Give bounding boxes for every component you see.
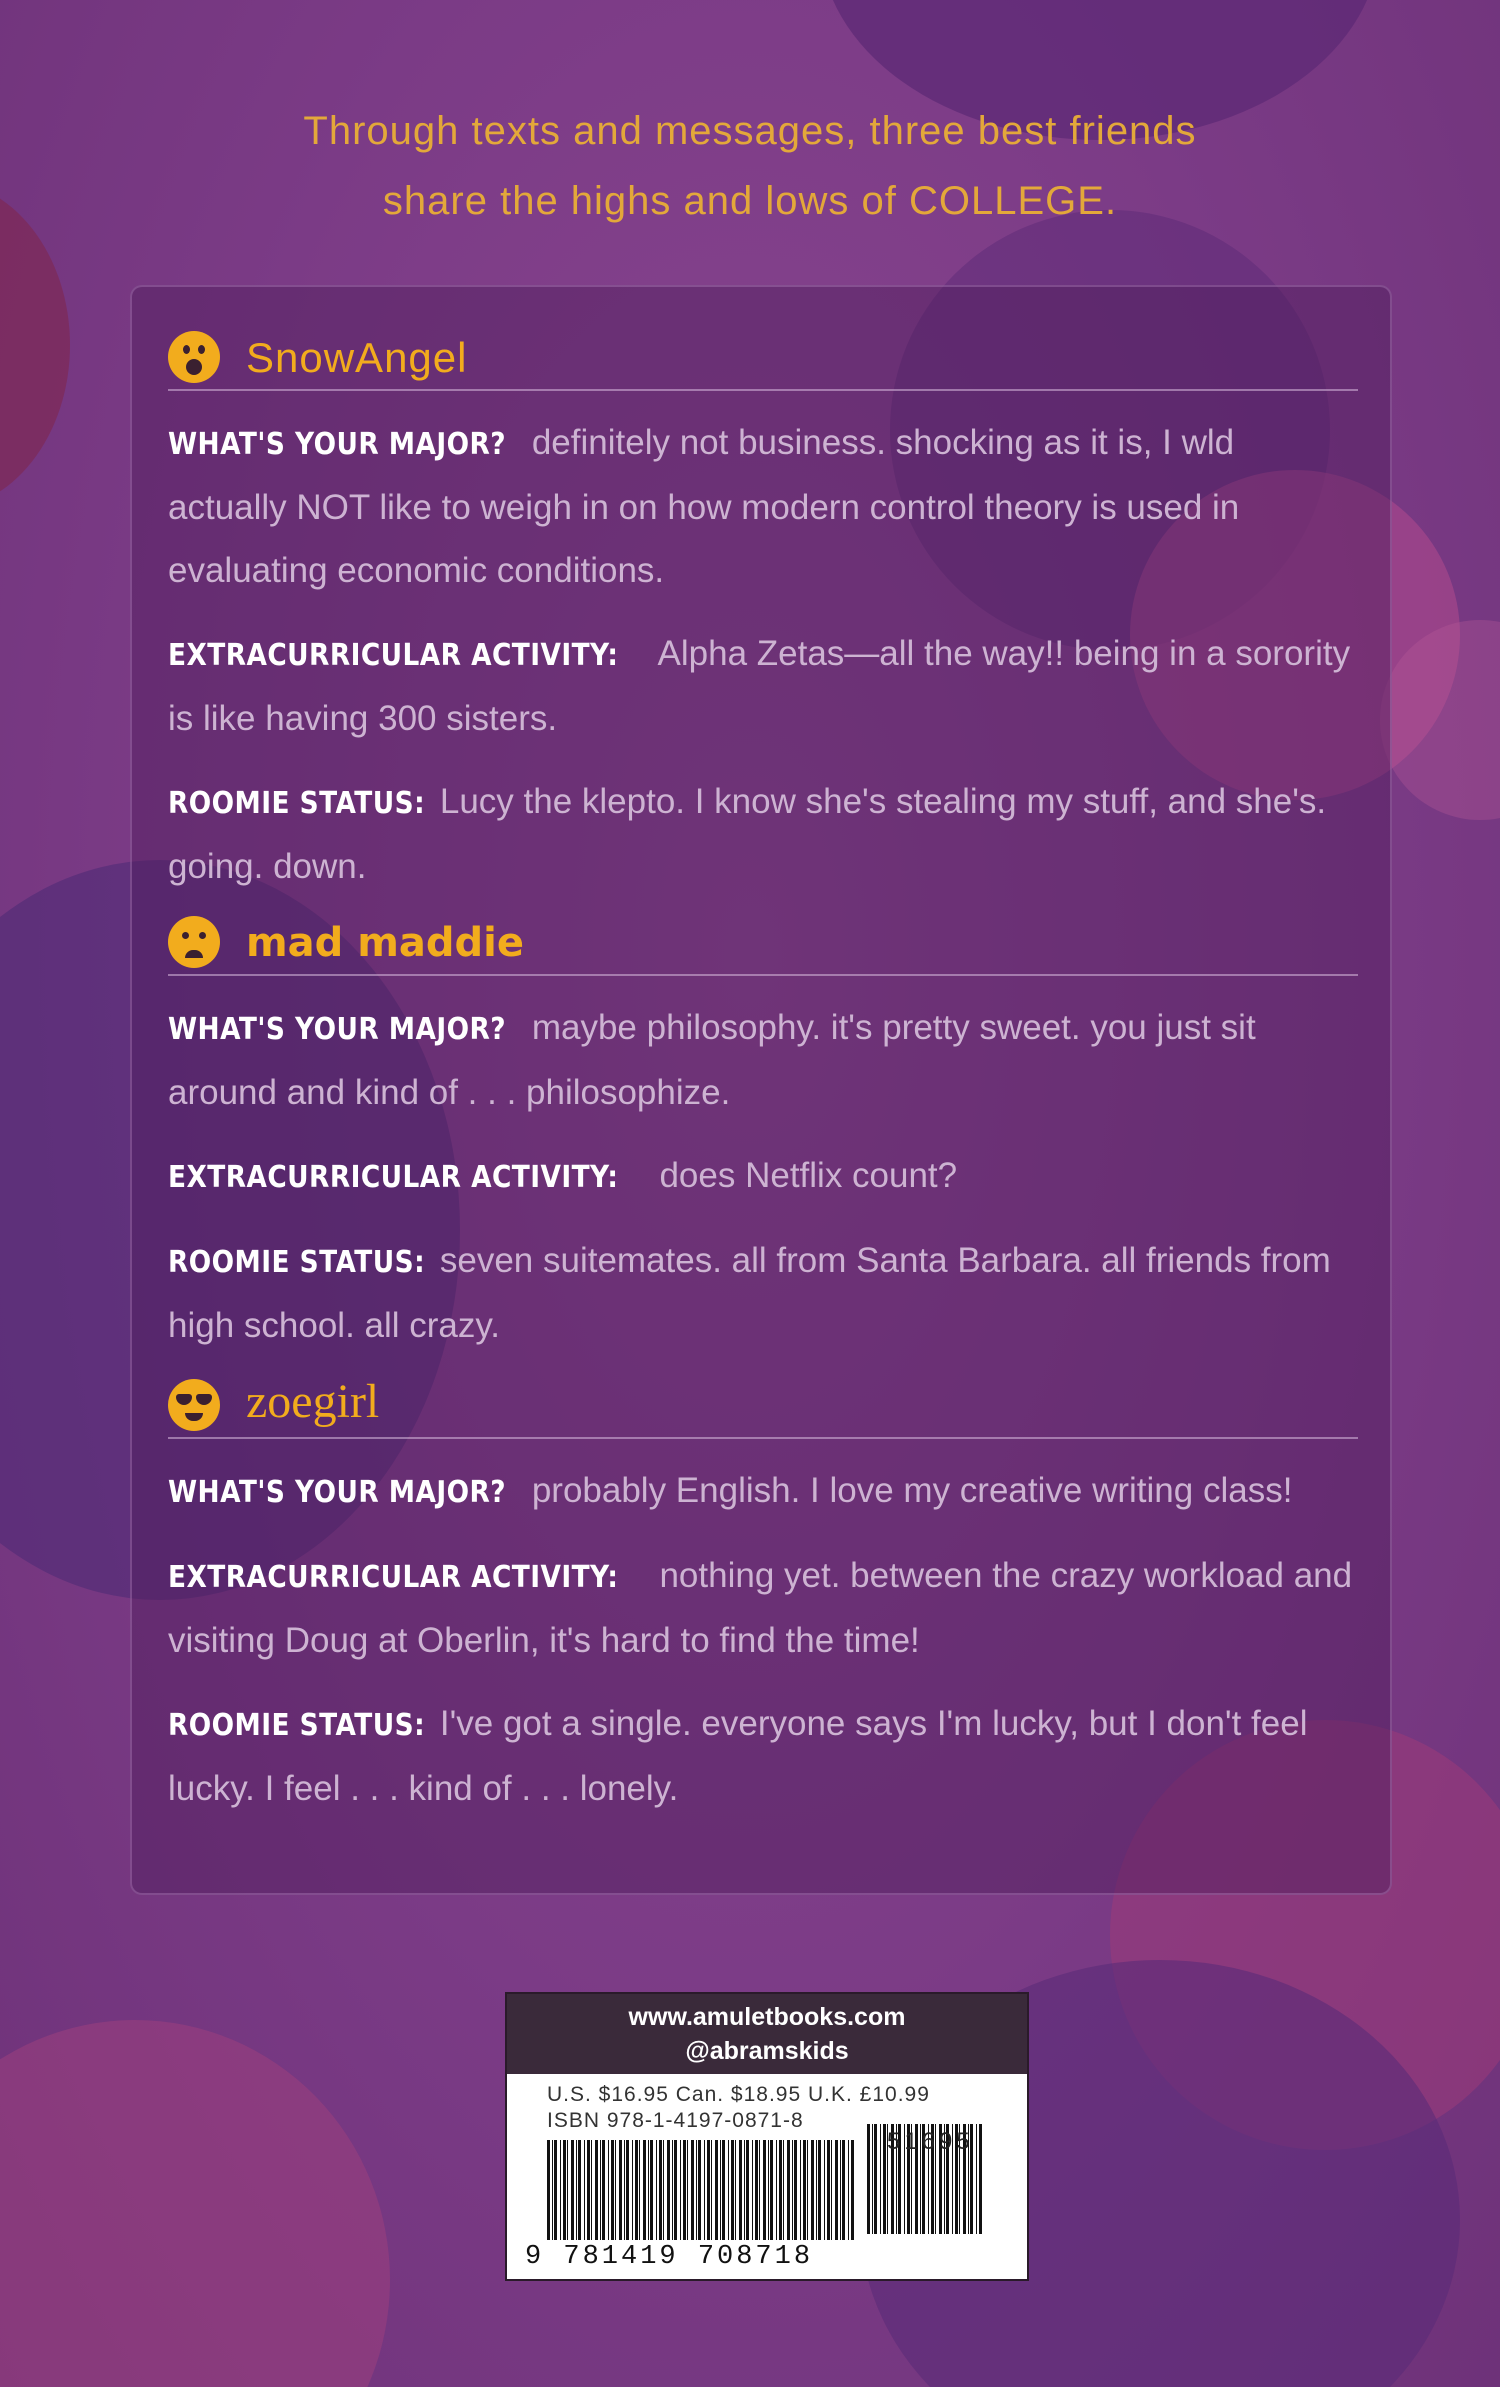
barcode-bar	[578, 2140, 581, 2240]
activity-label: EXTRACURRICULAR ACTIVITY:	[168, 638, 619, 673]
barcode-bar	[731, 2140, 734, 2240]
barcode-bar	[663, 2140, 664, 2240]
roomie-text: I've got a single. everyone says I'm lucky, but I don't feel lucky. I feel . . . kind of . . . lonely.	[168, 1704, 1308, 1808]
barcode-bar	[979, 2124, 982, 2234]
barcode-bar	[744, 2140, 745, 2240]
sunglasses-face-icon	[168, 1379, 220, 1431]
barcode-bar	[626, 2140, 629, 2240]
profile-zoegirl	[168, 1375, 1358, 1820]
barcode-bar	[591, 2140, 592, 2240]
major-label: WHAT'S YOUR MAJOR?	[168, 427, 507, 462]
barcode-bar	[755, 2140, 758, 2240]
activity-answer	[168, 1544, 1358, 1672]
barcode-bar	[635, 2140, 638, 2240]
worried-face-icon	[168, 916, 220, 968]
barcode-bar	[872, 2124, 873, 2234]
username: SnowAngel	[246, 334, 468, 381]
addon-number: 51695	[887, 2128, 974, 2155]
barcode-bar	[704, 2140, 705, 2240]
profile-snowangel	[168, 327, 1358, 898]
barcode-bar	[787, 2140, 790, 2240]
barcode-bar	[707, 2140, 710, 2240]
barcode-bar	[571, 2140, 574, 2240]
barcode-bar	[739, 2140, 742, 2240]
barcode-bar	[883, 2124, 886, 2234]
tagline	[150, 96, 1350, 236]
activity-text: Alpha Zetas—all the way!! being in a sorority is like having 300 sisters.	[168, 634, 1351, 738]
barcode-number: 9 781419 708718	[525, 2242, 814, 2272]
barcode-bar	[851, 2140, 854, 2240]
barcode-bar	[680, 2140, 681, 2240]
roomie-label: ROOMIE STATUS:	[168, 1708, 426, 1743]
barcode-bar	[619, 2140, 622, 2240]
roomie-answer	[168, 770, 1358, 898]
barcode-bar	[735, 2140, 736, 2240]
barcode-bar	[827, 2140, 830, 2240]
publisher-info	[507, 1994, 1027, 2074]
major-answer	[168, 411, 1358, 602]
profiles-panel	[130, 285, 1392, 1895]
barcode-bar	[770, 2140, 773, 2240]
barcode-bar	[691, 2140, 694, 2240]
barcode-bar	[552, 2140, 553, 2240]
barcode-bar	[783, 2140, 784, 2240]
barcode-bar	[563, 2140, 566, 2240]
profile-header	[168, 327, 1358, 391]
activity-text: does Netflix count?	[659, 1156, 958, 1195]
barcode-bar	[848, 2140, 849, 2240]
barcode-bar	[976, 2124, 977, 2234]
major-text: definitely not business. shocking as it is, I wld actually NOT like to weigh in on how modern control theory is used in evaluating economic conditions.	[168, 423, 1240, 590]
barcode-bar	[687, 2140, 688, 2240]
activity-text: nothing yet. between the crazy workload and visiting Doug at Oberlin, it's hard to find the time!	[168, 1556, 1353, 1660]
publisher-handle: @abramskids	[685, 2037, 849, 2065]
barcode-bar	[768, 2140, 769, 2240]
major-answer	[168, 996, 1358, 1124]
isbn: ISBN 978-1-4197-0871-8	[547, 2109, 804, 2132]
barcode-bar	[667, 2140, 670, 2240]
barcode-bar	[880, 2124, 881, 2234]
barcode-bar	[759, 2140, 760, 2240]
barcode-bar	[554, 2140, 557, 2240]
tagline-line-1: Through texts and messages, three best friends	[303, 109, 1197, 153]
barcode-bar	[776, 2140, 777, 2240]
barcode-bar	[803, 2140, 806, 2240]
roomie-answer	[168, 1229, 1358, 1357]
roomie-text: seven suitemates. all from Santa Barbara. all friends from high school. all crazy.	[168, 1241, 1331, 1345]
barcode-bar	[842, 2140, 845, 2240]
barcode-bar	[643, 2140, 646, 2240]
barcode-bar	[811, 2140, 814, 2240]
barcode-bar	[752, 2140, 753, 2240]
barcode-bar	[794, 2140, 797, 2240]
barcode-bar	[720, 2140, 721, 2240]
barcode-bar	[624, 2140, 625, 2240]
roomie-label: ROOMIE STATUS:	[168, 1245, 426, 1280]
surprised-face-icon	[168, 331, 220, 383]
barcode-bar	[835, 2140, 838, 2240]
barcode-bar	[602, 2140, 605, 2240]
barcode-bar	[746, 2140, 749, 2240]
barcode-bar	[560, 2140, 561, 2240]
barcode-bar	[722, 2140, 725, 2240]
barcode-bar	[648, 2140, 649, 2240]
major-text: maybe philosophy. it's pretty sweet. you just sit around and kind of . . . philosophize.	[168, 1008, 1256, 1112]
barcode-bar	[656, 2140, 657, 2240]
barcode-bar	[840, 2140, 841, 2240]
barcode-bar	[672, 2140, 673, 2240]
barcode-bar	[818, 2140, 821, 2240]
barcode-bar	[792, 2140, 793, 2240]
username: mad maddie	[246, 920, 525, 966]
barcode-bar	[807, 2140, 808, 2240]
barcode-bar	[608, 2140, 609, 2240]
major-label: WHAT'S YOUR MAJOR?	[168, 1012, 507, 1047]
barcode-bar	[711, 2140, 712, 2240]
barcode-bar	[600, 2140, 601, 2240]
barcode-bar	[587, 2140, 590, 2240]
barcode-bar	[728, 2140, 729, 2240]
barcode-bar	[779, 2140, 782, 2240]
barcode-bar	[867, 2124, 870, 2234]
barcode-bar	[595, 2140, 598, 2240]
barcode-bar	[831, 2140, 832, 2240]
major-text: probably English. I love my creative writing class!	[531, 1471, 1293, 1510]
barcode-bar	[683, 2140, 686, 2240]
barcode-bar	[800, 2140, 801, 2240]
profile-header	[168, 912, 1358, 976]
barcode-bar	[698, 2140, 701, 2240]
barcode-box	[505, 1992, 1029, 2281]
barcode-bar	[824, 2140, 825, 2240]
barcode-bar	[584, 2140, 585, 2240]
major-answer	[168, 1459, 1358, 1524]
roomie-answer	[168, 1692, 1358, 1820]
activity-answer	[168, 622, 1358, 750]
activity-label: EXTRACURRICULAR ACTIVITY:	[168, 1560, 619, 1595]
barcode-bar	[639, 2140, 640, 2240]
decorative-circle	[0, 2020, 390, 2387]
barcode-bar	[632, 2140, 633, 2240]
barcode-bar	[576, 2140, 577, 2240]
barcode-bar	[650, 2140, 653, 2240]
barcode-bar	[763, 2140, 766, 2240]
barcode-bar	[567, 2140, 568, 2240]
barcode-bar	[874, 2124, 877, 2234]
barcode-bar	[715, 2140, 718, 2240]
publisher-website: www.amuletbooks.com	[628, 2003, 906, 2031]
prices: U.S. $16.95 Can. $18.95 U.K. £10.99	[547, 2083, 930, 2106]
major-label: WHAT'S YOUR MAJOR?	[168, 1475, 507, 1510]
barcode-bar	[674, 2140, 677, 2240]
barcode-bar	[816, 2140, 817, 2240]
isbn-barcode	[547, 2140, 857, 2240]
activity-label: EXTRACURRICULAR ACTIVITY:	[168, 1160, 619, 1195]
profile-header	[168, 1375, 1358, 1439]
roomie-label: ROOMIE STATUS:	[168, 786, 426, 821]
activity-answer	[168, 1144, 1358, 1209]
decorative-circle	[0, 180, 70, 510]
barcode-bar	[547, 2140, 550, 2240]
roomie-text: Lucy the klepto. I know she's stealing my stuff, and she's. going. down.	[168, 782, 1327, 886]
barcode-bar	[611, 2140, 614, 2240]
barcode-bar	[659, 2140, 662, 2240]
username: zoegirl	[246, 1375, 380, 1428]
tagline-line-2: share the highs and lows of COLLEGE.	[382, 179, 1118, 223]
barcode-bar	[615, 2140, 616, 2240]
barcode-bar	[696, 2140, 697, 2240]
profile-mad-maddie	[168, 912, 1358, 1357]
